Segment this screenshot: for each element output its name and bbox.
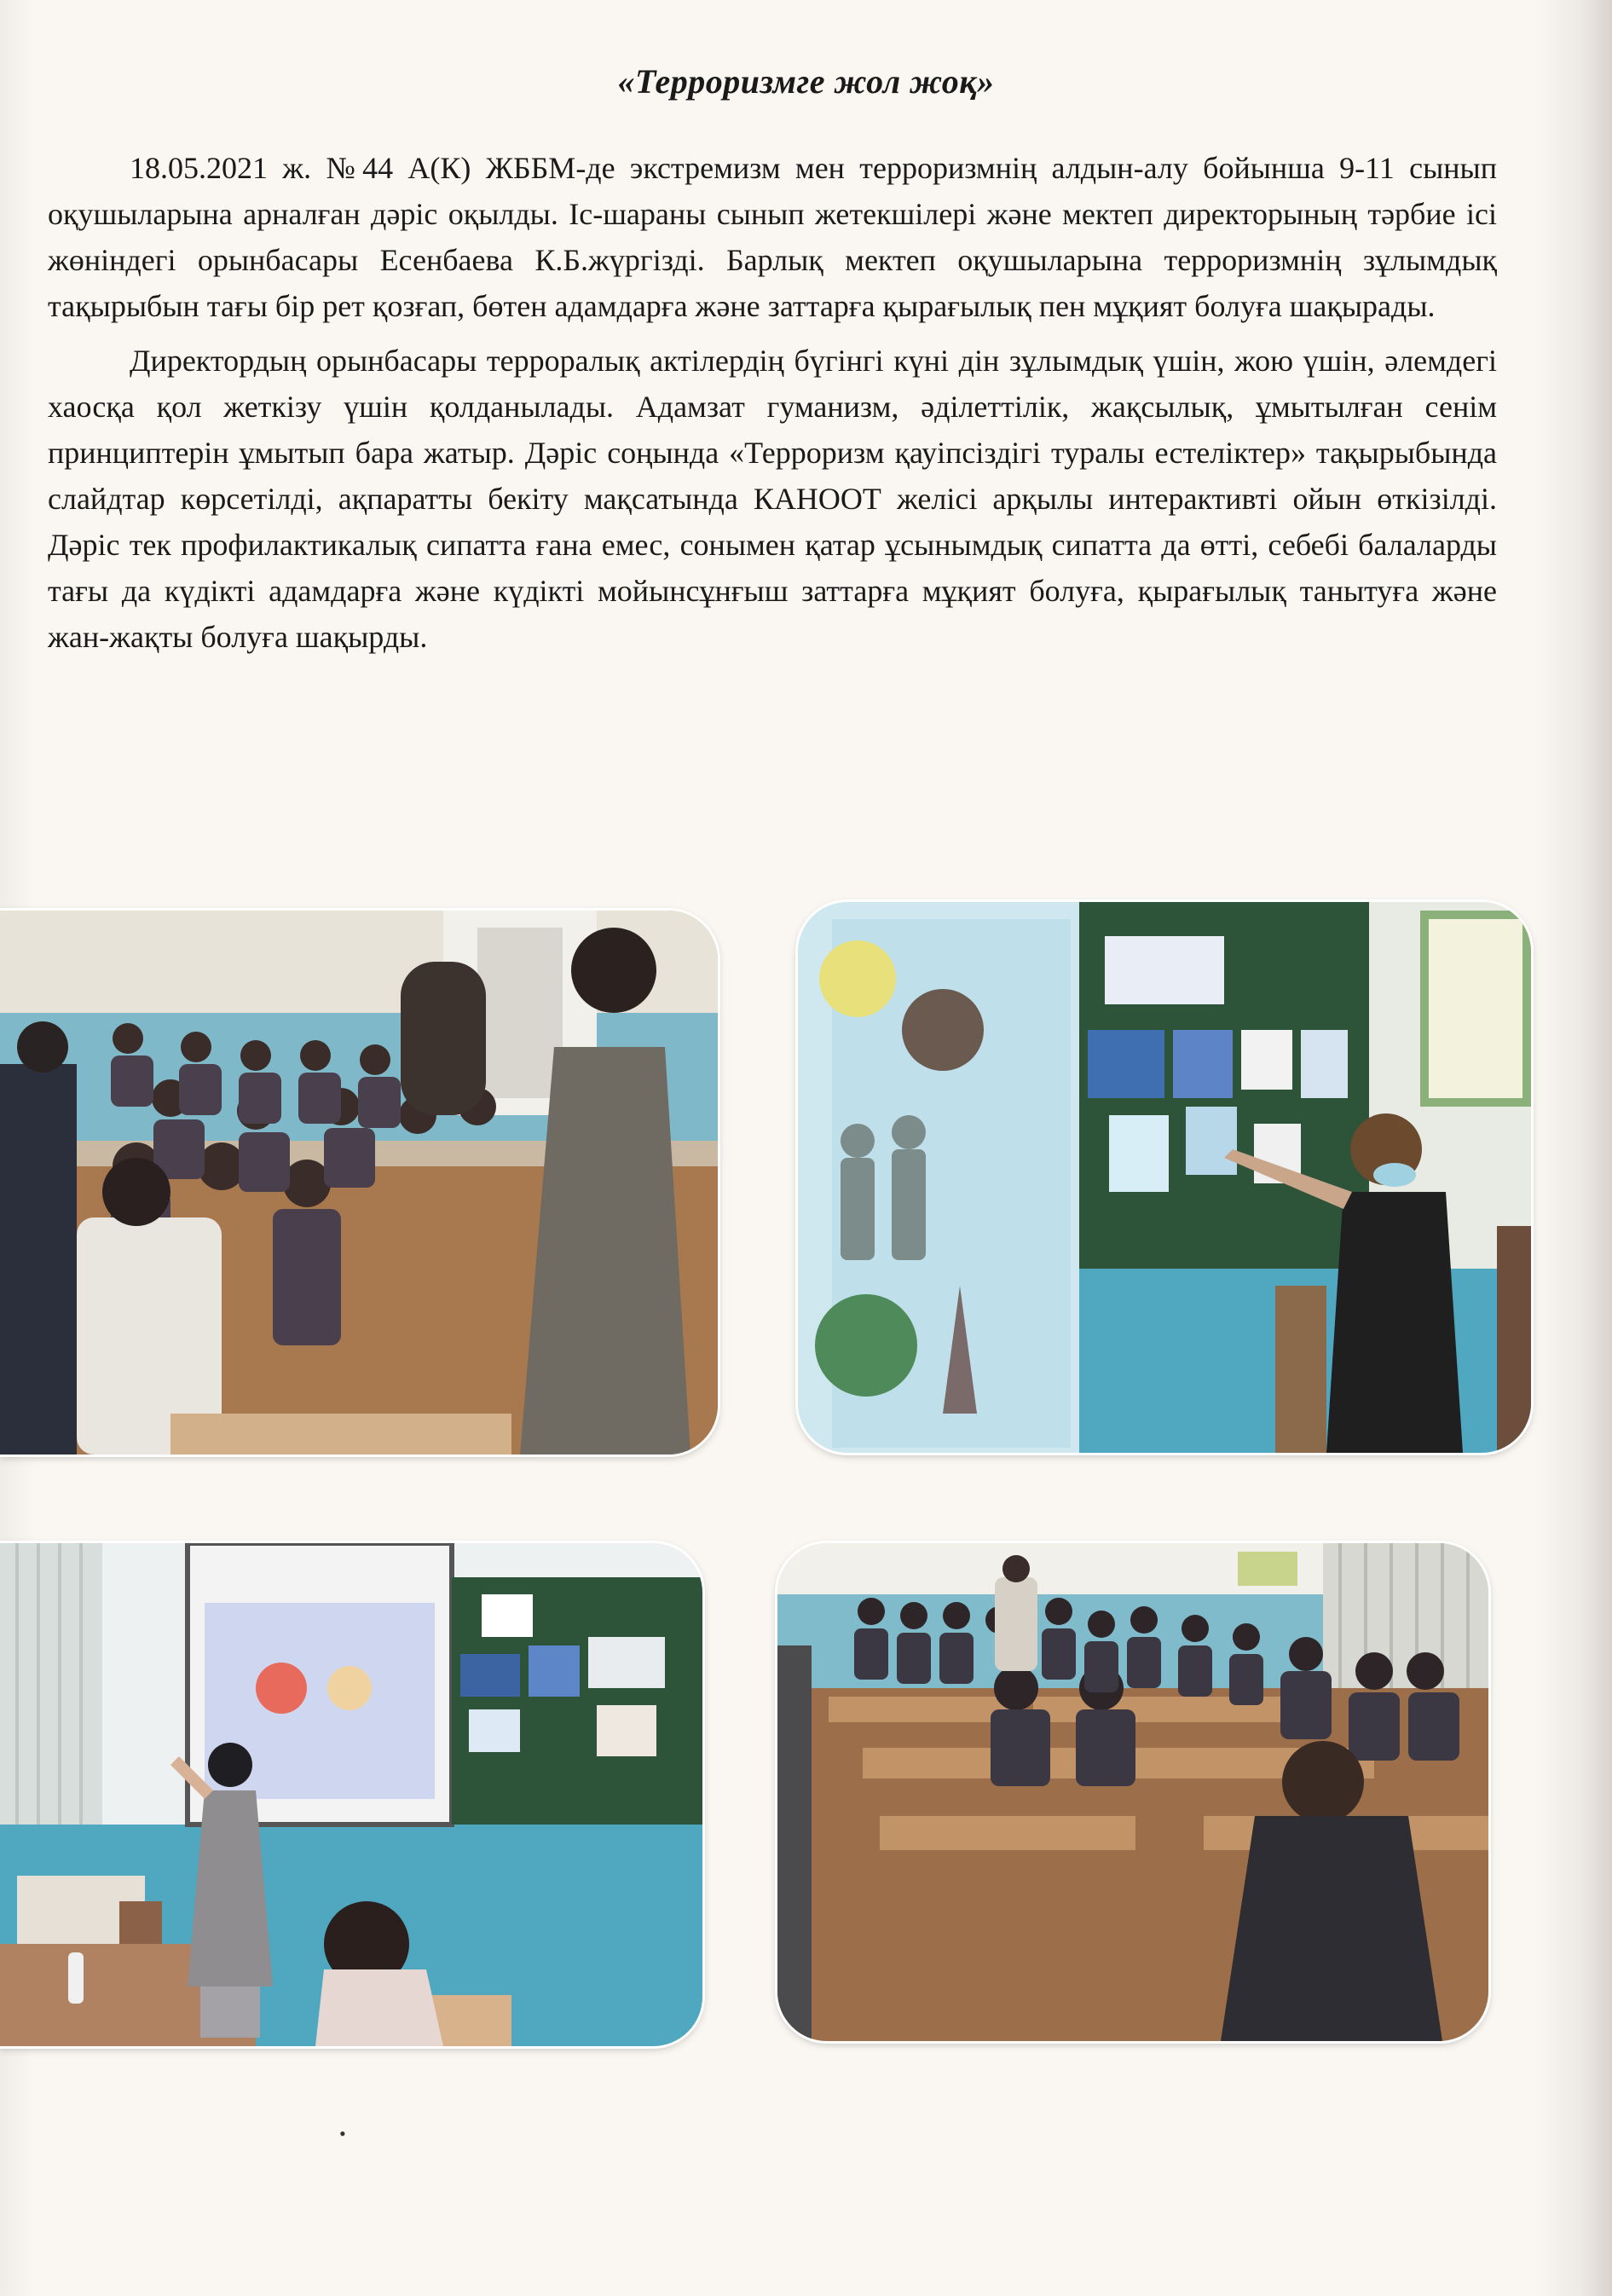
classroom-students-image <box>0 911 718 1455</box>
presentation-slide-photo <box>0 1543 702 2046</box>
page-edge-shadow-right <box>1535 0 1612 2296</box>
classroom-students-photo <box>0 911 718 1455</box>
paragraph-1: 18.05.2021 ж. №44 А(К) ЖББМ-де экстремизм мен терроризмнің алдын-алу бойынша 9-11 сынып оқушыларына арналған дәріс оқылды. Іс-шараны сынып жетекшілері және мектеп директорының тәрбие ісі жөніндегі орынбасары Есенбаева К.Б.жүргізді. Барлық мектеп оқушыларына терроризмнің зұлымдық тақырыбын тағы бір рет қозғап, бөтен адамдарға және заттарға қырағылық пен мұқият болуға шақырады. <box>48 151 1497 323</box>
students-at-desks-photo <box>777 1543 1488 2041</box>
paragraph-2: Директордың орынбасары терроралық актілердің бүгінгі күні дін зұлымдық үшін, жою үшін, әлемдегі хаосқа қол жеткізу үшін қолданылады. Адамзат гуманизм, әділеттілік, жақсылық, ұмытылған сенім принциптерін ұмытып бара жатыр. Дәріс соңында «Терроризм қауіпсіздігі туралы естеліктер» тақырыбында слайдтар көрсетілді, ақпаратты бекіту мақсатында КАНООТ желісі арқылы интерактивті ойын өткізілді. Дәріс тек профилактикалық сипатта ғана емес, сонымен қатар ұсынымдық сипатта да өтті, себебі балаларды тағы да күдікті адамдарға және күдікті мойынсұнғыш заттарға мұқият болуға, қырағылық танытуға және жан-жақты болуға шақырды. <box>48 344 1497 654</box>
page-title: «Терроризмге жол жоқ» <box>617 62 995 101</box>
students-at-desks-image <box>777 1543 1488 2041</box>
presentation-slide-image <box>0 1543 702 2046</box>
scan-speck: • <box>339 2123 346 2144</box>
article-body <box>48 145 1497 668</box>
teacher-at-board-photo <box>798 902 1531 1453</box>
teacher-at-board-image <box>798 902 1531 1453</box>
